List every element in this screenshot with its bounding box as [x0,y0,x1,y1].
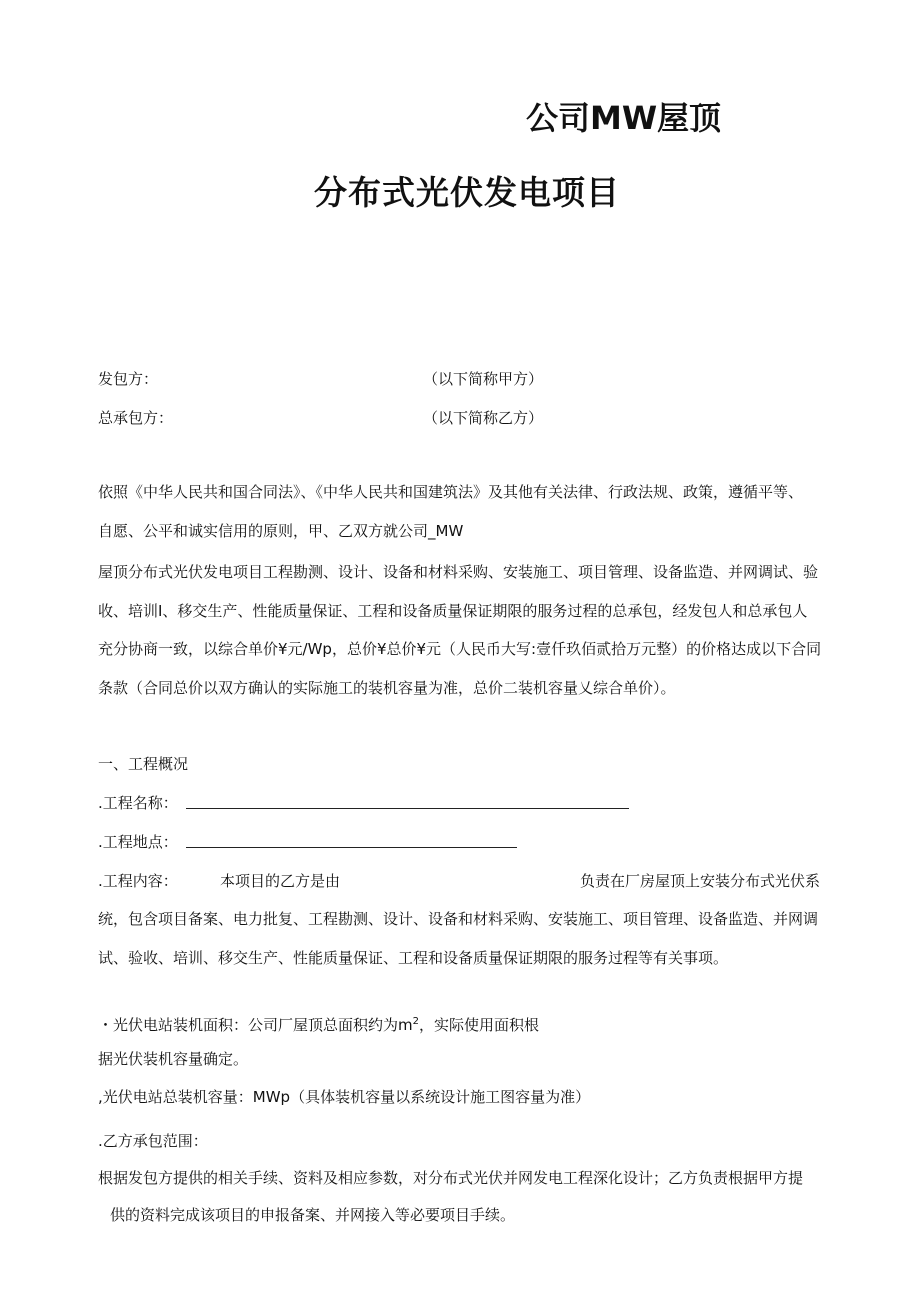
project-name-label: .工程名称： [98,794,178,812]
install-area-text: ・光伏电站装机面积：公司厂屋顶总面积约为m [98,1016,413,1034]
total-capacity-line: ,光伏电站总装机容量：MWp（具体装机容量以系统设计施工图容量为准） [98,1088,591,1106]
intro-line-6: 条款（合同总价以双方确认的实际施工的装机容量为准，总价二装机容量乂综合单价）。 [98,679,676,697]
intro-line-2: 自愿、公平和诚实信用的原则，甲、乙双方就公司_MW [98,522,464,540]
scope-label: .乙方承包范围： [98,1132,208,1150]
document-title-line2: 分布式光伏发电项目 [314,173,620,212]
document-title-line1: 公司MW屋顶 [526,99,722,137]
intro-line-4: 收、培训I、移交生产、性能质量保证、工程和设备质量保证期限的服务过程的总承包，经发包人和总承包人 [98,602,808,620]
intro-line-1: 依照《中华人民共和国合同法》、《中华人民共和国建筑法》及其他有关法律、行政法规、政策，遵循平等、 [98,483,804,501]
project-location-blank [186,847,517,848]
square-meter-superscript: 2 [412,1016,419,1027]
contractor-label: 总承包方： [98,409,174,427]
project-content-part2: 负责在厂房屋顶上安装分布式光伏系 [580,872,821,890]
section-heading: 一、工程概况 [98,755,189,773]
scope-line-1: 根据发包方提供的相关手续、资料及相应参数，对分布式光伏并网发电工程深化设计；乙方负责根据甲方提 [98,1169,804,1187]
project-location-label: .工程地点： [98,833,178,851]
install-area-tail: ，实际使用面积根 [419,1016,540,1034]
contractor-note: （以下简称乙方） [423,409,544,427]
project-content-line3: 试、验收、培训、移交生产、性能质量保证、工程和设备质量保证期限的服务过程等有关事项。 [98,949,729,967]
install-area-line1 [98,1012,539,1035]
employer-note: （以下简称甲方） [423,370,544,388]
employer-label: 发包方： [98,370,159,388]
install-area-line2: 据光伏装机容量确定。 [98,1050,249,1068]
intro-line-3: 屋顶分布式光伏发电项目工程勘测、设计、设备和材料采购、安装施工、项目管理、设备监造、并网调试、验 [98,563,819,581]
project-name-blank [186,808,629,809]
scope-line-2: 供的资料完成该项目的申报备案、并网接入等必要项目手续。 [110,1206,516,1224]
project-content-part1: 本项目的乙方是由 [220,872,341,890]
project-content-line2: 统，包含项目备案、电力批复、工程勘测、设计、设备和材料采购、安装施工、项目管理、设备监造、并网调 [98,910,819,928]
intro-line-5: 充分协商一致，以综合单价¥元/Wp，总价¥总价¥元（人民币大写:壹仟玖佰贰拾万元整）的价格达成以下合同 [98,640,822,658]
project-content-label: .工程内容： [98,872,178,890]
